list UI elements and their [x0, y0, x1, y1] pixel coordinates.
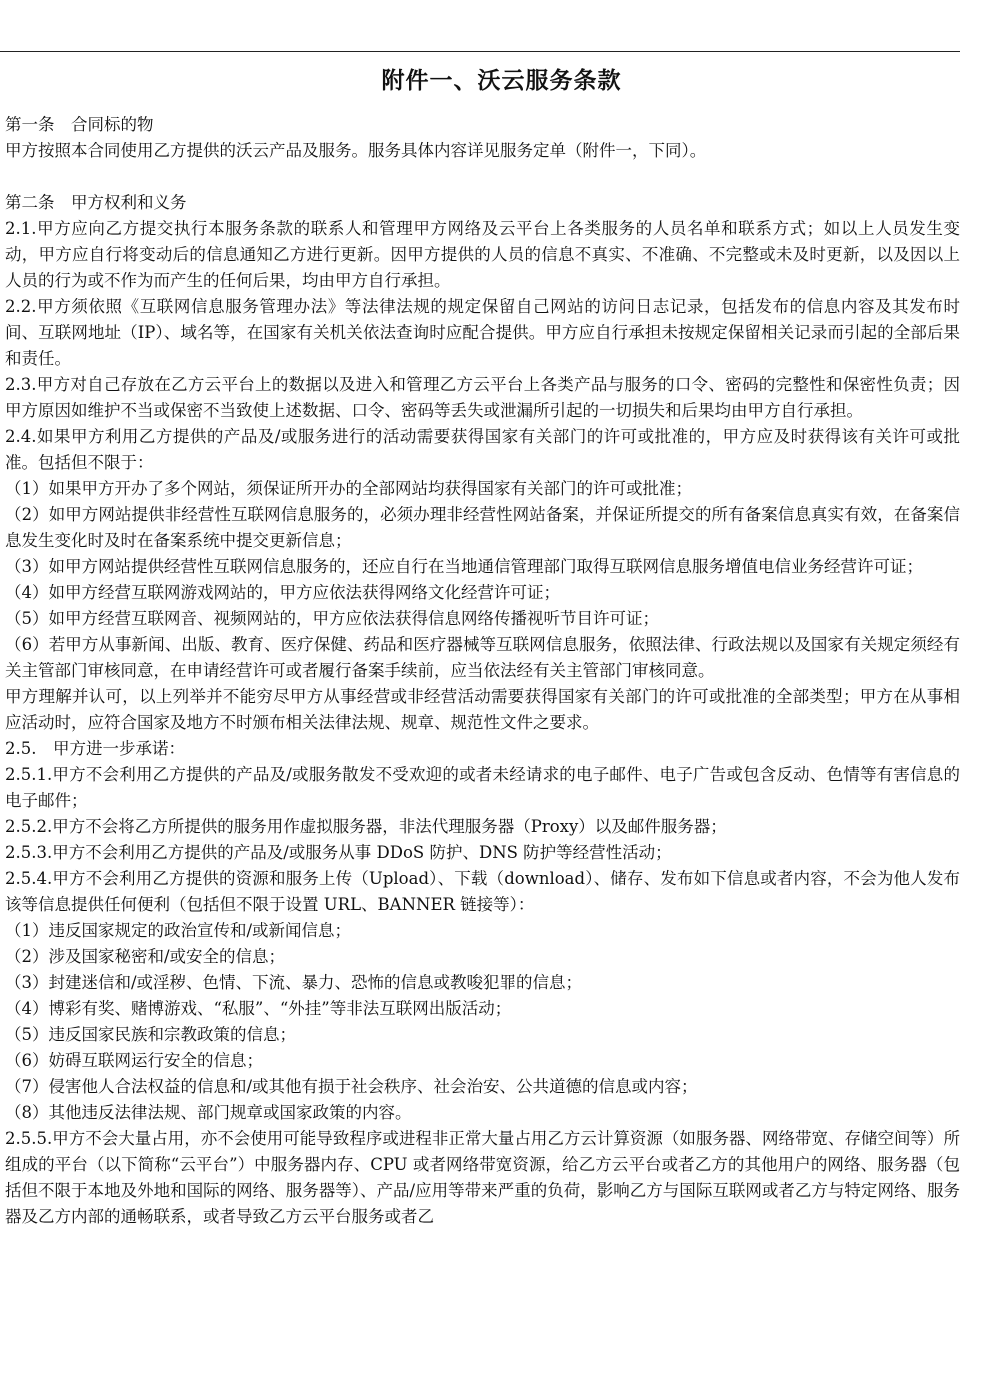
clause-2-5: 2.5. 甲方进一步承诺：: [5, 739, 185, 758]
list-item: （4）如甲方经营互联网游戏网站的，甲方应依法获得网络文化经营许可证；: [5, 583, 560, 602]
list-item: （8）其他违反法律法规、部门规章或国家政策的内容。: [5, 1103, 412, 1122]
clause-2-5-5: 2.5.5.甲方不会大量占用，亦不会使用可能导致程序或进程非正常大量占用乙方云计算资源（如服务器、网络带宽、存储空间等）所组成的平台（以下简称“云平台”）中服务器内存、CPU 或者网络带宽资源，给乙方云平台或者乙方的其他用户的网络、服务器（包括但不限于本地及外地和国际的网络、服务器等）、产品/应用等带来严重的负荷，影响乙方与国际互联网或者乙方与特定网络、服务器及乙方内部的通畅联系，或者导致乙方云平台服务或者乙: [5, 1129, 960, 1226]
blank-line: [5, 164, 960, 190]
document-body: [5, 112, 960, 1230]
list-item: （2）涉及国家秘密和/或安全的信息；: [5, 947, 286, 966]
paragraph: 甲方按照本合同使用乙方提供的沃云产品及服务。服务具体内容详见服务定单（附件一，下同）。: [5, 141, 707, 160]
document-title: 附件一、沃云服务条款: [381, 68, 622, 94]
paragraph: 甲方理解并认可，以上列举并不能穷尽甲方从事经营或非经营活动需要获得国家有关部门的许可或批准的全部类型；甲方在从事相应活动时，应符合国家及地方不时颁布相关法律法规、规章、规范性文件之要求。: [5, 687, 960, 732]
clause-2-4: 2.4.如果甲方利用乙方提供的产品及/或服务进行的活动需要获得国家有关部门的许可或批准的，甲方应及时获得该有关许可或批准。包括但不限于：: [5, 427, 960, 472]
clause-2-5-2: 2.5.2.甲方不会将乙方所提供的服务用作虚拟服务器，非法代理服务器（Proxy）以及邮件服务器；: [5, 817, 727, 836]
list-item: （4）博彩有奖、赌博游戏、“私服”、“外挂”等非法互联网出版活动；: [5, 999, 512, 1018]
article-2-heading: 第二条 甲方权利和义务: [5, 193, 187, 212]
clause-2-5-1: 2.5.1.甲方不会利用乙方提供的产品及/或服务散发不受欢迎的或者未经请求的电子邮件、电子广告或包含反动、色情等有害信息的电子邮件；: [5, 765, 960, 810]
clause-2-5-3: 2.5.3.甲方不会利用乙方提供的产品及/或服务从事 DDoS 防护、DNS 防护等经营性活动；: [5, 843, 672, 862]
clause-2-1: 2.1.甲方应向乙方提交执行本服务条款的联系人和管理甲方网络及云平台上各类服务的人员名单和联系方式；如以上人员发生变动，甲方应自行将变动后的信息通知乙方进行更新。因甲方提供的人员的信息不真实、不准确、不完整或未及时更新，以及因以上人员的行为或不作为而产生的任何后果，均由甲方自行承担。: [5, 219, 960, 290]
list-item: （6）妨碍互联网运行安全的信息；: [5, 1051, 263, 1070]
article-1-heading: 第一条 合同标的物: [5, 115, 154, 134]
list-item: （3）封建迷信和/或淫秽、色情、下流、暴力、恐怖的信息或教唆犯罪的信息；: [5, 973, 583, 992]
clause-2-2: 2.2.甲方须依照《互联网信息服务管理办法》等法律法规的规定保留自己网站的访问日志记录，包括发布的信息内容及其发布时间、互联网地址（IP）、域名等，在国家有关机关依法查询时应配合提供。甲方应自行承担未按规定保留相关记录而引起的全部后果和责任。: [5, 297, 960, 368]
list-item: （5）如甲方经营互联网音、视频网站的，甲方应依法获得信息网络传播视听节目许可证；: [5, 609, 659, 628]
list-item: （1）如果甲方开办了多个网站，须保证所开办的全部网站均获得国家有关部门的许可或批准；: [5, 479, 692, 498]
clause-2-5-4: 2.5.4.甲方不会利用乙方提供的资源和服务上传（Upload）、下载（download）、储存、发布如下信息或者内容，不会为他人发布该等信息提供任何便利（包括但不限于设置 URL、BANNER 链接等）：: [5, 869, 960, 914]
clause-2-3: 2.3.甲方对自己存放在乙方云平台上的数据以及进入和管理乙方云平台上各类产品与服务的口令、密码的完整性和保密性负责；因甲方原因如维护不当或保密不当致使上述数据、口令、密码等丢失或泄漏所引起的一切损失和后果均由甲方自行承担。: [5, 375, 960, 420]
header-rule: [0, 51, 960, 52]
list-item: （1）违反国家规定的政治宣传和/或新闻信息；: [5, 921, 352, 940]
list-item: （6）若甲方从事新闻、出版、教育、医疗保健、药品和医疗器械等互联网信息服务，依照法律、行政法规以及国家有关规定须经有关主管部门审核同意，在申请经营许可或者履行备案手续前，应当依法经有关主管部门审核同意。: [5, 635, 960, 680]
list-item: （5）违反国家民族和宗教政策的信息；: [5, 1025, 296, 1044]
list-item: （7）侵害他人合法权益的信息和/或其他有损于社会秩序、社会治安、公共道德的信息或内容；: [5, 1077, 698, 1096]
list-item: （3）如甲方网站提供经营性互联网信息服务的，还应自行在当地通信管理部门取得互联网信息服务增值电信业务经营许可证；: [5, 557, 923, 576]
list-item: （2）如甲方网站提供非经营性互联网信息服务的，必须办理非经营性网站备案，并保证所提交的所有备案信息真实有效，在备案信息发生变化时及时在备案系统中提交更新信息；: [5, 505, 960, 550]
